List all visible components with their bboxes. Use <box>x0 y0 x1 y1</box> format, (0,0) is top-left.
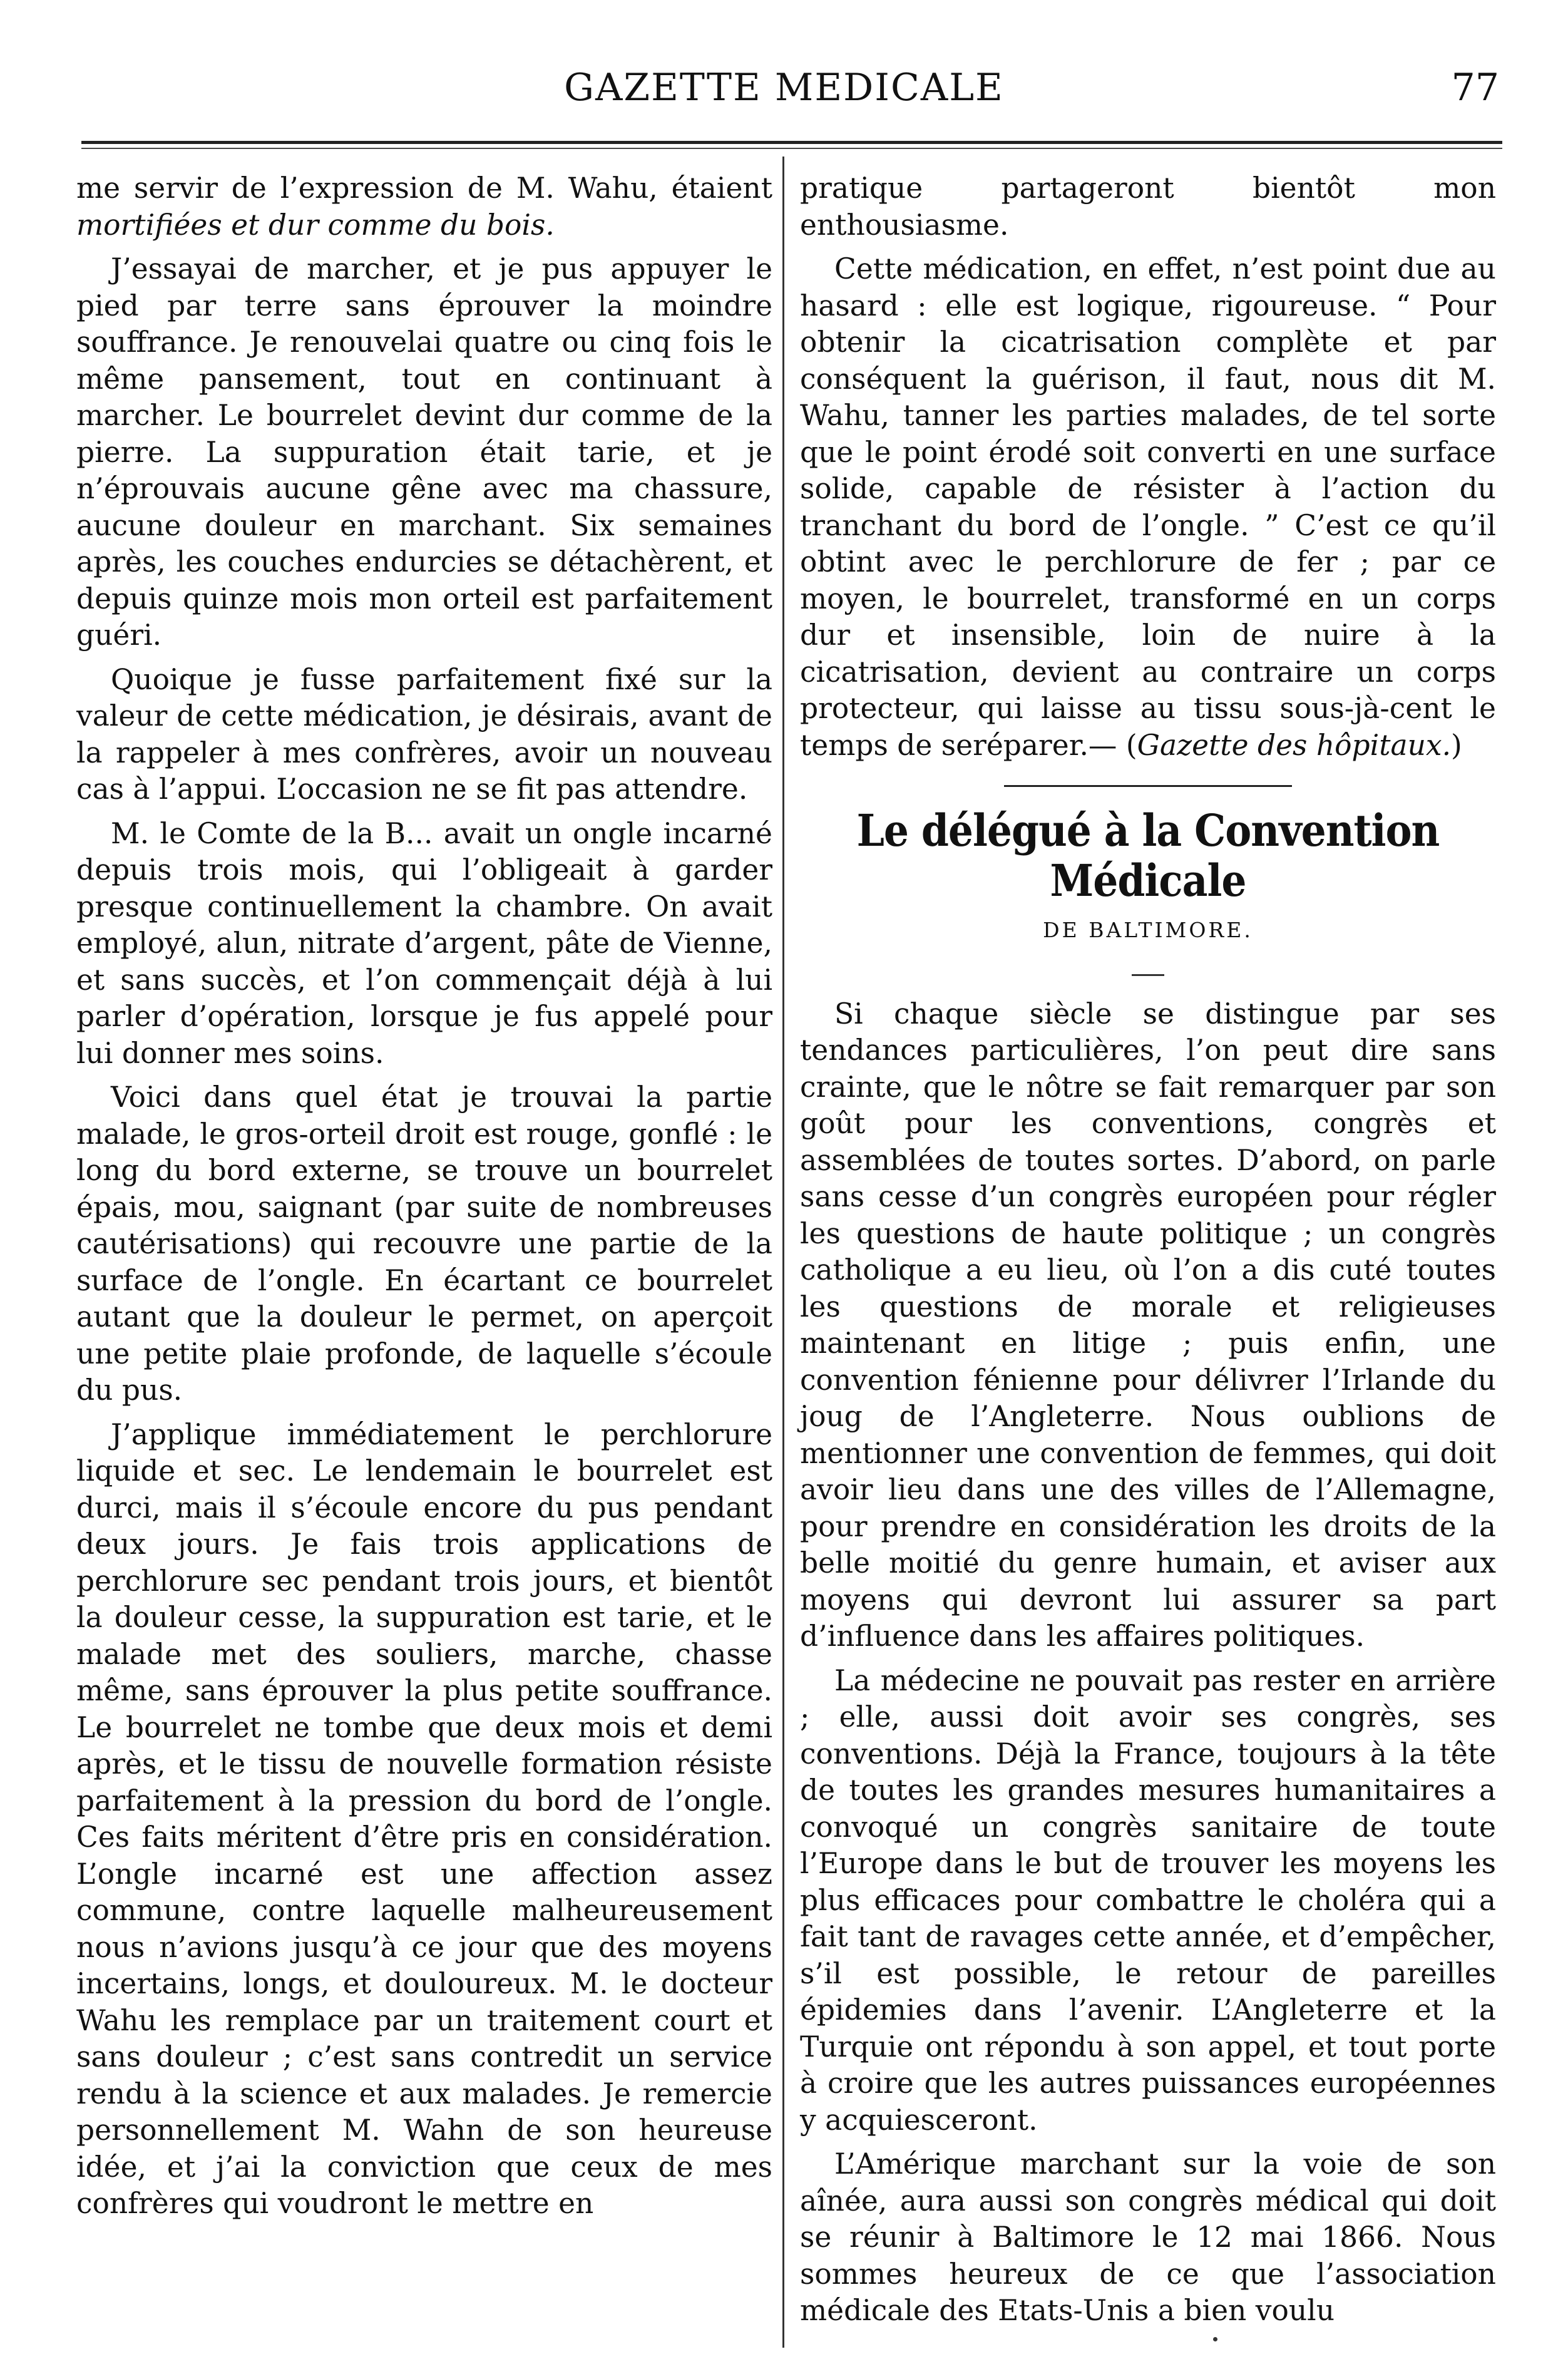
article-heading: Le délégué à la Convention Médicale <box>856 804 1440 907</box>
running-title: GAZETTE MEDICALE <box>564 66 1004 110</box>
paragraph: me servir de l’expression de M. Wahu, étaient mortifiées et dur comme du bois. <box>76 172 772 242</box>
paragraph: J’essayai de marcher, et je pus appuyer le pied par terre sans éprouver la moindre souffrance. Je renouvelai quatre ou cinq fois le même pansement, tout en continuant à marcher. Le bourrelet devint dur comme de la pierre. La suppuration était tarie, et je n’éprouvais aucune gêne avec ma chassure, aucune douleur en marchant. Six semaines après, les couches endurcies se détachèrent, et depuis quinze mois mon orteil est parfaitement guéri. <box>76 252 772 652</box>
article-subheading: DE BALTIMORE. <box>1043 918 1253 942</box>
paragraph: pratique partageront bientôt mon enthousiasme. <box>800 172 1496 242</box>
paragraph: M. le Comte de la B... avait un ongle incarné depuis trois mois, qui l’obligeait à garder presque continuellement la chambre. On avait employé, alun, nitrate d’argent, pâte de Vienne, et sans succès, et l’on commençait déjà à lui parler d’opération, lorsque je fus appelé pour lui donner mes soins. <box>76 816 772 1070</box>
paragraph: Voici dans quel état je trouvai la partie malade, le gros-orteil droit est rouge, gonflé : le long du bord externe, se trouve un bourrelet épais, mou, saignant (par suite de nombreuses cautérisations) qui recouvre une partie de la surface de l’ongle. En écartant ce bourrelet autant que la douleur le permet, on aperçoit une petite plaie profonde, de laquelle s’écoule du pus. <box>76 1081 772 1407</box>
header-rule-thin <box>81 148 1502 149</box>
paragraph: Cette médication, en effet, n’est point due au hasard : elle est logique, rigoureuse. “ Pour obtenir la cicatrisation complète et par conséquent la guérison, il faut, nous dit M. Wahu, tanner les parties malades, de tel sorte que le point érodé soit converti en une surface solide, capable de résister à l’action du tranchant du bord de l’ongle. ” C’est ce qu’il obtint avec le perchlorure de fer ; par ce moyen, le bourrelet, transformé en un corps dur et insensible, loin de nuire à la cicatrisation, devient au contraire un corps protecteur, qui laisse au tissu sous-jà-cent le temps de seréparer.— (Gazette des hôpitaux.) <box>800 252 1496 762</box>
page-header <box>69 66 1499 122</box>
paragraph: Quoique je fusse parfaitement fixé sur la valeur de cette médication, je désirais, avant de la rappeler à mes confrères, avoir un nouveau cas à l’appui. L’occasion ne se fit pas attendre. <box>76 662 772 806</box>
paragraph: J’applique immédiatement le perchlorure liquide et sec. Le lendemain le bourrelet est durci, mais il s’écoule encore du pus pendant deux jours. Je fais trois applications de perchlorure sec pendant trois jours, et bientôt la douleur cesse, la suppuration est tarie, et le malade met des souliers, marche, chasse même, sans éprouver la plus petite souffrance. Le bourrelet ne tombe que deux mois et demi après, et le tissu de nouvelle formation résiste parfaitement à la pression du bord de l’ongle. Ces faits méritent d’être pris en considération. L’ongle incarné est une affection assez commune, contre laquelle malheureusement nous n’avions jusqu’à ce jour que des moyens incertains, longs, et douloureux. M. le docteur Wahu les remplace par un traitement court et sans douleur ; c’est sans contredit un service rendu à la science et aux malades. Je remercie personnellement M. Wahn de son heureuse idée, et j’ai la conviction que ceux de mes confrères qui voudront le mettre en <box>76 1417 772 2220</box>
left-column <box>76 170 772 2230</box>
section-divider <box>1004 785 1292 787</box>
paragraph: La médecine ne pouvait pas rester en arrière ; elle, aussi doit avoir ses congrès, ses conventions. Déjà la France, toujours à la tête de toutes les grandes mesures humanitaires a convoqué un congrès sanitaire de toute l’Europe dans le but de trouver les moyens les plus efficaces pour combattre le choléra qui a fait tant de ravages cette année, et d’empêcher, s’il est possible, le retour de pareilles épidemies dans l’avenir. L’Angleterre et la Turquie ont répondu à son appel, et tout porte à croire que les autres puissances européennes y acquiesceront. <box>800 1663 1496 2137</box>
ink-dot <box>1213 2337 1217 2341</box>
paragraph: Si chaque siècle se distingue par ses tendances particulières, l’on peut dire sans crainte, que le nôtre se fait remarquer par son goût pour les conventions, congrès et assemblées de toutes sortes. D’abord, on parle sans cesse d’un congrès européen pour régler les questions de haute politique ; un congrès catholique a eu lieu, où l’on a dis cuté toutes les questions de morale et religieuses maintenant en litige ; puis enfin, une convention fénienne pour délivrer l’Irlande du joug de l’Angleterre. Nous oublions de mentionner une convention de femmes, qui doit avoir lieu dans une des villes de l’Allemagne, pour prendre en considération les droits de la belle moitié du genre humain, et aviser aux moyens qui devront lui assurer sa part d’influence dans les affaires politiques. <box>800 997 1496 1653</box>
header-rule-thick <box>81 141 1502 144</box>
right-column <box>800 170 1496 2341</box>
column-separator <box>782 157 784 2348</box>
short-divider <box>1132 974 1164 976</box>
page-number: 77 <box>1451 66 1499 110</box>
paragraph: L’Amérique marchant sur la voie de son aînée, aura aussi son congrès médical qui doit se réunir à Baltimore le 12 mai 1866. Nous sommes heureux de ce que l’association médicale des Etats-Unis a bien voulu <box>800 2147 1496 2327</box>
